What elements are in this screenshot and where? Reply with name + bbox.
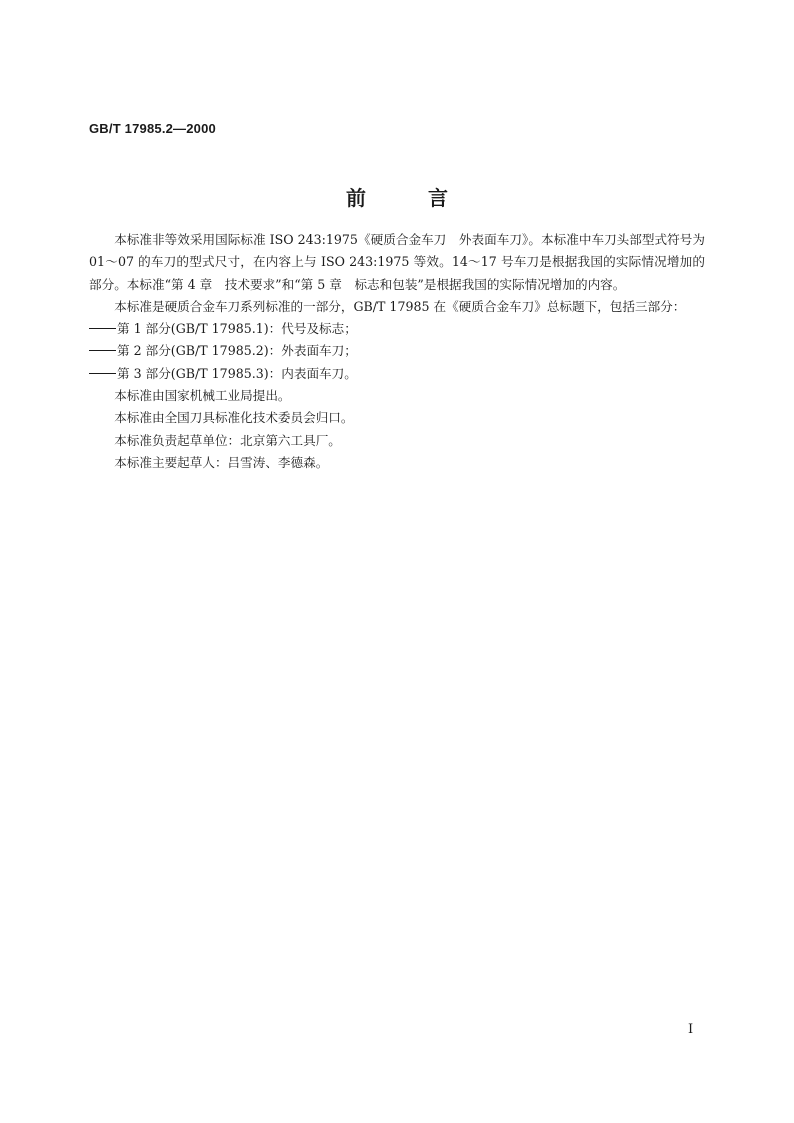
dash-mark	[89, 328, 116, 329]
title-char-1: 前	[346, 186, 366, 210]
paragraph-series: 本标准是硬质合金车刀系列标准的一部分，GB/T 17985 在《硬质合金车刀》总标题下，包括三部分：	[114, 298, 686, 314]
paragraph-adoption: 本标准非等效采用国际标准 ISO 243:1975《硬质合金车刀 外表面车刀》。本标准中车刀头部型式符号为 01～07 的车刀的型式尺寸，在内容上与 ISO 243:1975 等效。14～17 号车刀是根据我国的实际情况增加的部分。本标准“第 4 章 技术要求”和“第 5 章 标志和包装”是根据我国的实际情况增加的内容。	[89, 232, 705, 292]
dash-mark	[89, 373, 116, 374]
statement-centralized: 本标准由全国刀具标准化技术委员会归口。	[114, 410, 354, 426]
list-item-part-2	[89, 340, 705, 362]
document-code: GB/T 17985.2—2000	[89, 121, 216, 136]
foreword-body	[89, 229, 705, 474]
title-char-2: 言	[428, 186, 448, 210]
list-item-part-3	[89, 363, 705, 385]
list-item-text: 第 1 部分(GB/T 17985.1)：代号及标志；	[117, 321, 357, 337]
page-title	[0, 182, 794, 211]
page-number: I	[688, 1022, 694, 1037]
dash-mark	[89, 350, 116, 351]
statement-proposer: 本标准由国家机械工业局提出。	[114, 388, 291, 404]
statement-drafters: 本标准主要起草人：吕雪涛、李德森。	[114, 454, 329, 470]
list-item-text: 第 3 部分(GB/T 17985.3)：内表面车刀。	[117, 365, 357, 381]
statement-drafting-unit: 本标准负责起草单位：北京第六工具厂。	[114, 432, 341, 448]
list-item-part-1	[89, 318, 705, 340]
list-item-text: 第 2 部分(GB/T 17985.2)：外表面车刀；	[117, 343, 357, 359]
